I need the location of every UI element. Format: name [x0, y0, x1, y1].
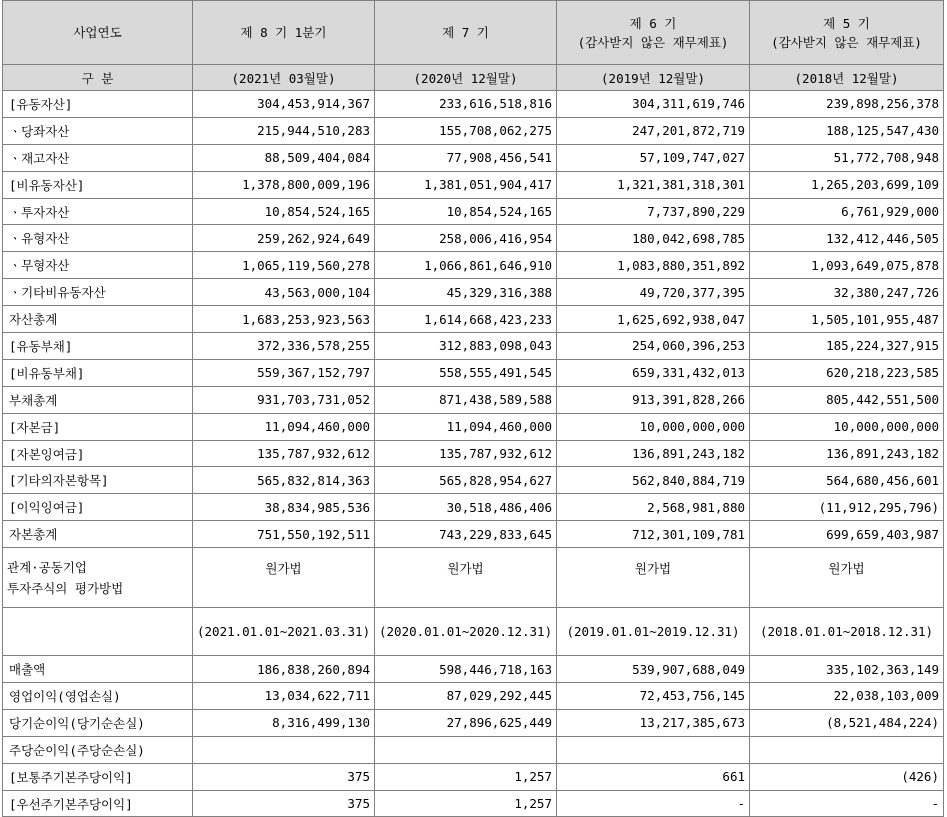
value-cell: 564,680,456,601	[750, 467, 944, 494]
table-row	[3, 252, 944, 279]
table-row	[3, 333, 944, 360]
value-cell	[750, 736, 944, 763]
method-label-cell	[3, 548, 193, 608]
value-cell: 1,614,668,423,233	[375, 306, 557, 333]
value-cell: 72,453,756,145	[557, 683, 750, 710]
period-range-cell: (2019.01.01~2019.12.31)	[557, 608, 750, 656]
value-cell: 304,453,914,367	[193, 91, 375, 118]
table-row	[3, 413, 944, 440]
value-cell: 375	[193, 790, 375, 817]
header-year-cell: 사업연도	[3, 1, 193, 65]
row-label-cell: 매출액	[3, 656, 193, 683]
value-cell: 805,442,551,500	[750, 386, 944, 413]
header-row	[3, 1, 944, 65]
row-label-cell: 자산총계	[3, 306, 193, 333]
row-label-cell: ㆍ재고자산	[3, 144, 193, 171]
value-cell: 45,329,316,388	[375, 279, 557, 306]
value-cell: (11,912,295,796)	[750, 494, 944, 521]
table-row	[3, 709, 944, 736]
valuation-method-row	[3, 548, 944, 608]
table-row	[3, 144, 944, 171]
value-cell	[193, 736, 375, 763]
value-cell: 565,828,954,627	[375, 467, 557, 494]
value-cell: 10,854,524,165	[375, 198, 557, 225]
table-row	[3, 467, 944, 494]
table-row	[3, 683, 944, 710]
value-cell: 239,898,256,378	[750, 91, 944, 118]
value-cell: 559,367,152,797	[193, 359, 375, 386]
value-cell: 8,316,499,130	[193, 709, 375, 736]
value-cell: 22,038,103,009	[750, 683, 944, 710]
value-cell: 11,094,460,000	[193, 413, 375, 440]
period-date-cell: (2018년 12월말)	[750, 65, 944, 91]
table-row	[3, 521, 944, 548]
period-range-cell: (2021.01.01~2021.03.31)	[193, 608, 375, 656]
date-row	[3, 65, 944, 91]
value-cell: 712,301,109,781	[557, 521, 750, 548]
table-row	[3, 279, 944, 306]
value-cell: 38,834,985,536	[193, 494, 375, 521]
value-cell: 135,787,932,612	[193, 440, 375, 467]
value-cell: 77,908,456,541	[375, 144, 557, 171]
value-cell: 598,446,718,163	[375, 656, 557, 683]
value-cell: 136,891,243,182	[557, 440, 750, 467]
value-cell: 30,518,486,406	[375, 494, 557, 521]
value-cell: 743,229,833,645	[375, 521, 557, 548]
value-cell: 1,265,203,699,109	[750, 171, 944, 198]
value-cell	[375, 736, 557, 763]
value-cell: 375	[193, 763, 375, 790]
value-cell: 751,550,192,511	[193, 521, 375, 548]
value-cell: 57,109,747,027	[557, 144, 750, 171]
table-row	[3, 440, 944, 467]
row-label-cell: [비유동부채]	[3, 359, 193, 386]
value-cell: 233,616,518,816	[375, 91, 557, 118]
table-row	[3, 494, 944, 521]
table-row	[3, 359, 944, 386]
financial-summary-table	[2, 0, 944, 817]
period-date-cell: (2021년 03월말)	[193, 65, 375, 91]
value-cell: 931,703,731,052	[193, 386, 375, 413]
table-row	[3, 763, 944, 790]
period-note: (감사받지 않은 재무제표)	[771, 34, 922, 50]
row-label-cell: [자본잉여금]	[3, 440, 193, 467]
value-cell: (426)	[750, 763, 944, 790]
value-cell: 32,380,247,726	[750, 279, 944, 306]
period-range-label-cell	[3, 608, 193, 656]
value-cell: 620,218,223,585	[750, 359, 944, 386]
value-cell: 1,257	[375, 790, 557, 817]
value-cell: 539,907,688,049	[557, 656, 750, 683]
value-cell: 27,896,625,449	[375, 709, 557, 736]
value-cell: 558,555,491,545	[375, 359, 557, 386]
header-period-cell	[375, 1, 557, 65]
method-value-cell: 원가법	[557, 548, 750, 608]
category-header-cell: 구 분	[3, 65, 193, 91]
row-label-cell: 자본총계	[3, 521, 193, 548]
row-label-cell: ㆍ유형자산	[3, 225, 193, 252]
table-row	[3, 386, 944, 413]
value-cell: 1,083,880,351,892	[557, 252, 750, 279]
row-label-cell: [비유동자산]	[3, 171, 193, 198]
period-label: 제 8 기 1분기	[240, 25, 327, 40]
value-cell: -	[750, 790, 944, 817]
value-cell: (8,521,484,224)	[750, 709, 944, 736]
row-label-cell: 당기순이익(당기순손실)	[3, 709, 193, 736]
method-value-cell: 원가법	[375, 548, 557, 608]
row-label-cell: 부채총계	[3, 386, 193, 413]
value-cell: 1,257	[375, 763, 557, 790]
value-cell: 1,321,381,318,301	[557, 171, 750, 198]
value-cell: 258,006,416,954	[375, 225, 557, 252]
table-row	[3, 91, 944, 118]
method-label-line: 관계·공동기업	[7, 559, 87, 575]
value-cell: 135,787,932,612	[375, 440, 557, 467]
value-cell: 1,066,861,646,910	[375, 252, 557, 279]
value-cell: 87,029,292,445	[375, 683, 557, 710]
value-cell: 1,683,253,923,563	[193, 306, 375, 333]
value-cell: 1,093,649,075,878	[750, 252, 944, 279]
period-note: (감사받지 않은 재무제표)	[577, 34, 729, 50]
value-cell: 132,412,446,505	[750, 225, 944, 252]
row-label-cell: 주당순이익(주당순손실)	[3, 736, 193, 763]
period-range-cell: (2018.01.01~2018.12.31)	[750, 608, 944, 656]
value-cell: 335,102,363,149	[750, 656, 944, 683]
value-cell: 136,891,243,182	[750, 440, 944, 467]
value-cell: 562,840,884,719	[557, 467, 750, 494]
value-cell: 11,094,460,000	[375, 413, 557, 440]
value-cell: 88,509,404,084	[193, 144, 375, 171]
table-row	[3, 171, 944, 198]
row-label-cell: [유동부채]	[3, 333, 193, 360]
period-label: 제 7 기	[442, 25, 489, 40]
value-cell: 372,336,578,255	[193, 333, 375, 360]
row-label-cell: 영업이익(영업손실)	[3, 683, 193, 710]
row-label-cell: [우선주기본주당이익]	[3, 790, 193, 817]
value-cell: 43,563,000,104	[193, 279, 375, 306]
table-row	[3, 790, 944, 817]
value-cell: 13,217,385,673	[557, 709, 750, 736]
value-cell: 565,832,814,363	[193, 467, 375, 494]
period-label: 제 6 기	[629, 15, 677, 31]
row-label-cell: ㆍ무형자산	[3, 252, 193, 279]
value-cell: 259,262,924,649	[193, 225, 375, 252]
method-value-cell: 원가법	[750, 548, 944, 608]
value-cell: 49,720,377,395	[557, 279, 750, 306]
value-cell: 51,772,708,948	[750, 144, 944, 171]
value-cell: 871,438,589,588	[375, 386, 557, 413]
value-cell: 661	[557, 763, 750, 790]
value-cell: 247,201,872,719	[557, 117, 750, 144]
period-label: 제 5 기	[823, 15, 870, 31]
value-cell: 13,034,622,711	[193, 683, 375, 710]
row-label-cell: [기타의자본항목]	[3, 467, 193, 494]
period-range-row	[3, 608, 944, 656]
value-cell: 1,625,692,938,047	[557, 306, 750, 333]
value-cell: 6,761,929,000	[750, 198, 944, 225]
value-cell: 1,065,119,560,278	[193, 252, 375, 279]
value-cell: 304,311,619,746	[557, 91, 750, 118]
value-cell: 659,331,432,013	[557, 359, 750, 386]
value-cell: 186,838,260,894	[193, 656, 375, 683]
row-label-cell: [유동자산]	[3, 91, 193, 118]
method-value-cell: 원가법	[193, 548, 375, 608]
header-period-cell	[557, 1, 750, 65]
table-row	[3, 306, 944, 333]
period-date-cell: (2020년 12월말)	[375, 65, 557, 91]
value-cell: 699,659,403,987	[750, 521, 944, 548]
header-period-cell	[193, 1, 375, 65]
value-cell: 254,060,396,253	[557, 333, 750, 360]
value-cell: 10,000,000,000	[750, 413, 944, 440]
method-label-line: 투자주식의 평가방법	[7, 580, 124, 596]
value-cell: 1,505,101,955,487	[750, 306, 944, 333]
value-cell: 188,125,547,430	[750, 117, 944, 144]
row-label-cell: ㆍ투자자산	[3, 198, 193, 225]
row-label-cell: ㆍ기타비유동자산	[3, 279, 193, 306]
period-range-cell: (2020.01.01~2020.12.31)	[375, 608, 557, 656]
value-cell: 2,568,981,880	[557, 494, 750, 521]
row-label-cell: ㆍ당좌자산	[3, 117, 193, 144]
table-row	[3, 198, 944, 225]
table-row	[3, 117, 944, 144]
value-cell: 155,708,062,275	[375, 117, 557, 144]
value-cell: 1,381,051,904,417	[375, 171, 557, 198]
value-cell: 7,737,890,229	[557, 198, 750, 225]
row-label-cell: [이익잉여금]	[3, 494, 193, 521]
value-cell: 1,378,800,009,196	[193, 171, 375, 198]
table-row	[3, 656, 944, 683]
period-date-cell: (2019년 12월말)	[557, 65, 750, 91]
value-cell: 180,042,698,785	[557, 225, 750, 252]
value-cell: 10,000,000,000	[557, 413, 750, 440]
header-period-cell	[750, 1, 944, 65]
table-row	[3, 736, 944, 763]
value-cell: 185,224,327,915	[750, 333, 944, 360]
value-cell: 913,391,828,266	[557, 386, 750, 413]
row-label-cell: [자본금]	[3, 413, 193, 440]
table-row	[3, 225, 944, 252]
value-cell	[557, 736, 750, 763]
value-cell: 215,944,510,283	[193, 117, 375, 144]
value-cell: 312,883,098,043	[375, 333, 557, 360]
value-cell: 10,854,524,165	[193, 198, 375, 225]
row-label-cell: [보통주기본주당이익]	[3, 763, 193, 790]
value-cell: -	[557, 790, 750, 817]
